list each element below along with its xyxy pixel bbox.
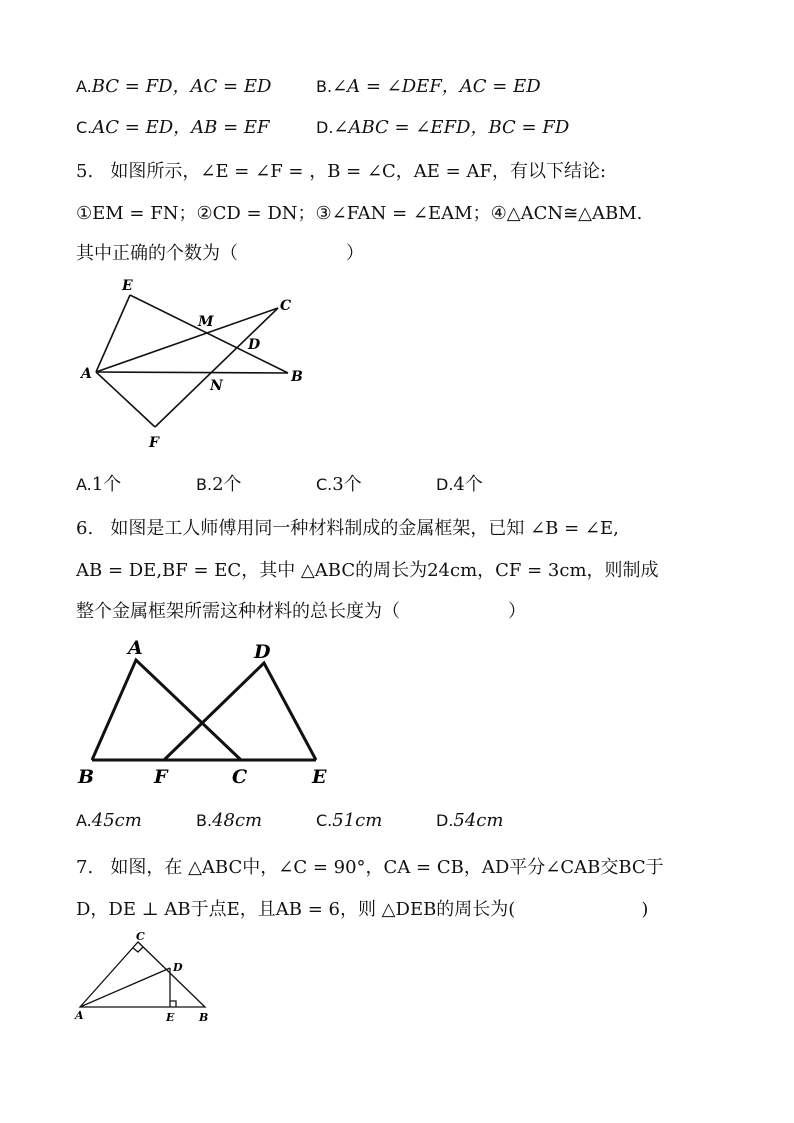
option-letter: D. <box>436 475 454 494</box>
option-letter: C. <box>316 811 333 830</box>
question-text: 如图所示，∠E = ∠F = ，B = ∠C，AE = AF，有以下结论: <box>110 161 607 182</box>
q5-option-c <box>316 470 362 496</box>
question-number: 7. <box>76 857 94 878</box>
question-number: 6. <box>76 518 94 539</box>
q5-option-a <box>76 470 121 496</box>
q4-option-b <box>316 72 541 98</box>
q4-option-c <box>76 113 270 139</box>
option-text: 1个 <box>91 474 122 495</box>
fig-label-E: E <box>122 278 133 294</box>
fig-label-E: E <box>312 766 327 788</box>
fig-label-B: B <box>199 1011 209 1024</box>
fig-label-D: D <box>173 961 183 974</box>
option-letter: D. <box>436 811 454 830</box>
fig-label-M: M <box>198 314 214 330</box>
q5-question: 其中正确的个数为（ ） <box>76 243 364 264</box>
option-text: BC = FD，AC = ED <box>91 76 272 97</box>
option-letter: C. <box>76 118 93 137</box>
q6-line3: 整个金属框架所需这种材料的总长度为（ ） <box>76 601 526 622</box>
fig-label-A: A <box>128 637 143 659</box>
q4-option-d <box>316 113 569 139</box>
q5-option-d <box>436 470 483 496</box>
option-text: 48cm <box>212 810 263 831</box>
q7-figure <box>70 928 220 1028</box>
question-text: 如图是工人师傅用同一种材料制成的金属框架，已知 ∠B = ∠E, <box>110 518 619 539</box>
fig-label-B: B <box>291 369 303 385</box>
q6-option-d <box>436 810 503 831</box>
option-letter: A. <box>76 77 92 96</box>
q5-figure <box>76 270 316 455</box>
option-letter: C. <box>316 475 333 494</box>
option-letter: D. <box>316 118 334 137</box>
fig-label-D: D <box>254 641 271 663</box>
fig-label-E: E <box>166 1011 175 1024</box>
option-text: 51cm <box>332 810 383 831</box>
option-text: 45cm <box>91 810 142 831</box>
q6-figure <box>76 630 346 795</box>
option-text: AC = ED，AB = EF <box>92 117 270 138</box>
fig-label-D: D <box>248 337 261 353</box>
q6-option-a <box>76 810 142 831</box>
option-text: 2个 <box>212 474 242 495</box>
fig-label-B: B <box>78 766 95 788</box>
option-letter: B. <box>316 77 333 96</box>
q6-option-b <box>196 810 262 831</box>
option-letter: A. <box>76 811 92 830</box>
option-text: 54cm <box>453 810 504 831</box>
option-letter: A. <box>76 475 92 494</box>
fig-label-F: F <box>154 766 168 788</box>
question-text: 如图，在 △ABC中，∠C = 90°，CA = CB，AD平分∠CAB交BC于 <box>110 857 664 878</box>
option-text: 4个 <box>453 474 483 495</box>
fig-label-A: A <box>81 366 92 382</box>
q5-option-b <box>196 470 242 496</box>
fig-label-C: C <box>280 298 292 314</box>
q7-line2: D，DE ⊥ AB于点E，且AB = 6，则 △DEB的周长为( ) <box>76 899 649 920</box>
fig-label-N: N <box>210 378 223 394</box>
q5-conclusions: ①EM = FN；②CD = DN；③∠FAN = ∠EAM；④△ACN≅△ABM. <box>76 203 643 224</box>
q6-line2: AB = DE,BF = EC，其中 △ABC的周长为24cm，CF = 3cm，则制成 <box>76 560 659 581</box>
fig-label-A: A <box>75 1009 84 1022</box>
q5-stem <box>76 157 606 183</box>
option-letter: B. <box>196 811 213 830</box>
q7-line1 <box>76 853 664 879</box>
fig-label-C: C <box>232 766 248 788</box>
question-number: 5. <box>76 161 94 182</box>
option-letter: B. <box>196 475 213 494</box>
q4-option-a <box>76 72 271 98</box>
option-text: 3个 <box>332 474 362 495</box>
q6-line1 <box>76 514 619 540</box>
option-text: ∠ABC = ∠EFD，BC = FD <box>333 117 570 138</box>
option-text: ∠A = ∠DEF，AC = ED <box>332 76 541 97</box>
fig-label-C: C <box>136 930 145 943</box>
q6-option-c <box>316 810 382 831</box>
fig-label-F: F <box>149 435 159 451</box>
